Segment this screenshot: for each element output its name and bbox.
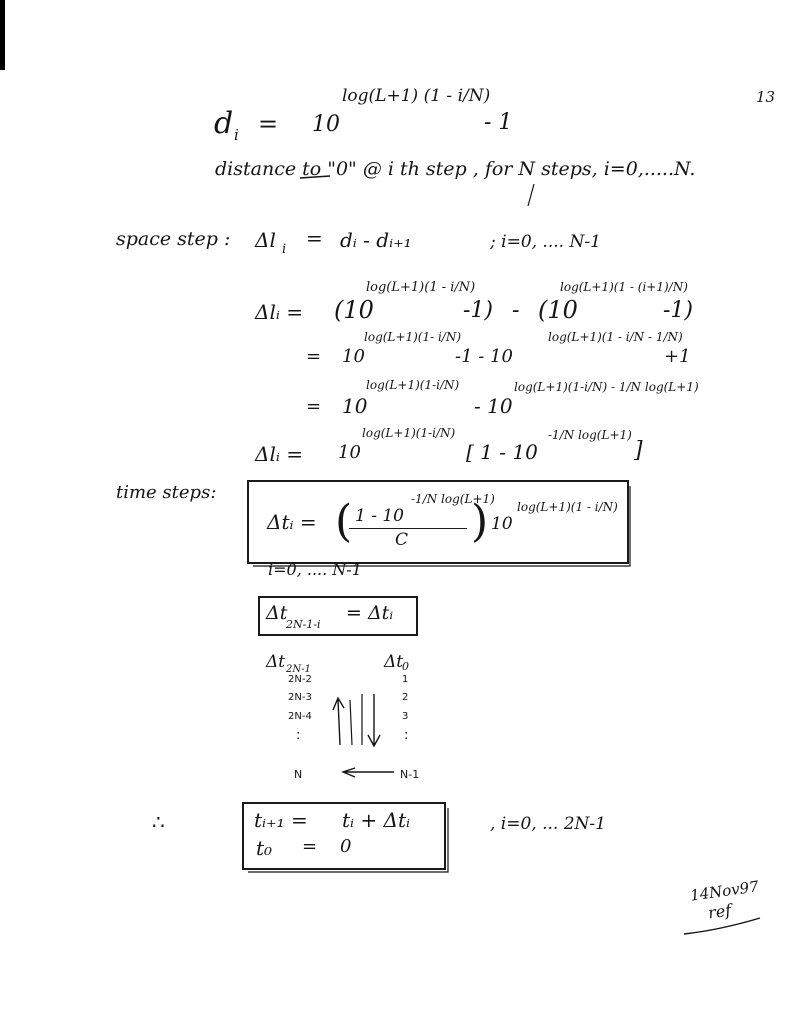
sym-box-lhs-sub: 2N-1-i [286, 618, 321, 631]
deriv3-mid: - 10 [474, 394, 513, 418]
right-item: N-1 [400, 768, 420, 781]
deriv1-b-exp: log(L+1)(1 - (i+1)/N) [560, 280, 688, 294]
result-row1-lhs: tᵢ₊₁ = [254, 808, 308, 832]
sym-box-lhs: Δt [266, 602, 288, 624]
time-step-lhs: Δtᵢ = [267, 510, 317, 534]
space-step-range: ; i=0, .... N-1 [490, 232, 601, 252]
right-item: 2 [402, 692, 409, 703]
deriv1-a-exp: log(L+1)(1 - i/N) [366, 280, 476, 295]
time-step-paren-open: ( [335, 496, 353, 547]
sym-box-rhs: = Δtᵢ [346, 602, 394, 624]
space-step-label: space step : [116, 228, 231, 250]
deriv1-minus: - [512, 298, 520, 323]
deriv2-eq: = [306, 346, 322, 367]
time-steps-label: time steps: [116, 482, 217, 503]
right-item: 1 [402, 674, 409, 685]
time-step-factor: 10 [491, 514, 513, 534]
left-item: : [296, 728, 301, 743]
box-shadow-result [248, 808, 448, 872]
deriv1-a-tail: -1) [463, 298, 494, 323]
down-arrow [368, 694, 380, 746]
eq-equals: = [258, 110, 279, 138]
underline-to [300, 176, 330, 178]
time-step-denominator: C [395, 530, 409, 550]
left-column-head: Δt [266, 652, 286, 672]
deriv1-lhs: Δlᵢ = [255, 300, 303, 324]
deriv4-lhs: Δlᵢ = [255, 442, 303, 466]
left-item: 2N-4 [288, 711, 312, 722]
space-step-rhs: dᵢ - dᵢ₊₁ [340, 228, 412, 252]
deriv1-b-tail: -1) [663, 298, 694, 323]
up-arrow [333, 698, 344, 745]
signature-initials: ref [706, 900, 733, 923]
left-arrow [343, 768, 394, 777]
eq-tail: - 1 [484, 110, 513, 135]
signature-flourish [684, 918, 760, 934]
right-item: 3 [402, 711, 409, 722]
left-item: 2N-3 [288, 692, 312, 703]
eq-lhs: d [214, 106, 234, 141]
deriv2-a: 10 [342, 346, 365, 367]
deriv3-eq: = [306, 396, 322, 417]
deriv2-tail: +1 [664, 346, 691, 367]
time-step-range: i=0, .... N-1 [268, 560, 362, 579]
left-item: 2N-2 [288, 674, 312, 685]
page-number: 13 [756, 88, 776, 106]
right-column-head: Δt [384, 652, 404, 672]
right-item: : [404, 728, 409, 743]
deriv2-mid: -1 - 10 [455, 346, 513, 367]
deriv3-a: 10 [342, 394, 368, 418]
eq-lhs-sub: i [234, 126, 239, 144]
space-step-lhs-sub: i [282, 242, 287, 257]
deriv2-a-exp: log(L+1)(1- i/N) [364, 330, 462, 344]
time-step-factor-exp: log(L+1)(1 - i/N) [517, 500, 618, 514]
deriv4-close: ] [634, 438, 643, 463]
deriv2-b-exp: log(L+1)(1 - i/N - 1/N) [548, 330, 683, 344]
space-step-eq: = [306, 226, 323, 250]
deriv4-b-exp: -1/N log(L+1) [548, 428, 632, 442]
eq-base: 10 [312, 112, 340, 137]
deriv4-bracket: [ 1 - 10 [466, 440, 538, 464]
signature-date: 14Nov97 [689, 877, 760, 905]
up-arrow-bar [350, 700, 352, 745]
deriv3-b-exp: log(L+1)(1-i/N) - 1/N log(L+1) [514, 380, 699, 394]
right-column-head-sub: 0 [402, 660, 409, 673]
space-step-lhs: Δl [255, 228, 276, 252]
result-row2-eq: = [302, 836, 318, 857]
left-item: N [294, 768, 303, 781]
result-row2-rhs: 0 [340, 836, 352, 857]
result-range: , i=0, ... 2N-1 [490, 814, 606, 834]
big-paren-left-line4 [346, 434, 348, 466]
left-column-head-sub: 2N-1 [286, 664, 311, 675]
deriv3-a-exp: log(L+1)(1-i/N) [366, 378, 460, 392]
therefore-symbol: ∴ [152, 810, 165, 834]
underline-step [528, 184, 534, 206]
distance-caption: distance to "0" @ i th step , for N steps, i=0,.....N. [215, 158, 696, 180]
result-row2-lhs: t₀ [256, 836, 273, 860]
deriv1-b: (10 [538, 296, 578, 324]
result-row1-rhs: tᵢ + Δtᵢ [342, 808, 411, 832]
deriv4-a-exp: log(L+1)(1-i/N) [362, 426, 456, 440]
time-step-numerator-exp: -1/N log(L+1) [411, 492, 495, 506]
deriv4-a: 10 [338, 442, 361, 463]
time-step-paren-close: ) [471, 496, 489, 547]
eq-exponent: log(L+1) (1 - i/N) [342, 86, 491, 106]
time-step-numerator: 1 - 10 [355, 506, 404, 526]
box-shadow-time [253, 486, 630, 566]
deriv1-a: (10 [334, 296, 374, 324]
